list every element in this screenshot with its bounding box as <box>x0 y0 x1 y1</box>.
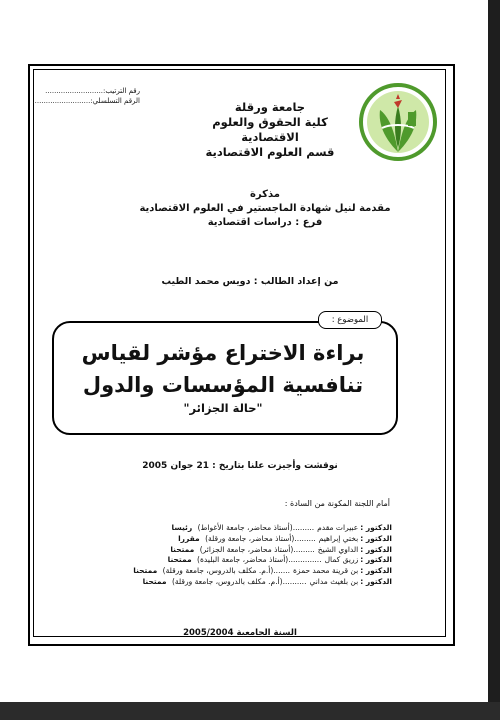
subject-case: "حالة الجزائر" <box>183 401 263 415</box>
subject-tag: الموضوع : <box>318 311 382 329</box>
defense-date: نوقشت وأجيزت علنا بتاريخ : 21 جوان 2005 <box>142 461 338 471</box>
committee-member: الدكتور : الداوي الشيخ ......... (أستاذ محاضر، جامعة الجزائر) ممتحنا <box>170 544 392 554</box>
department-name: قسم العلوم الاقتصادية <box>205 145 335 159</box>
viewer-bottom-edge <box>0 702 500 720</box>
university-name: جامعة ورقلة <box>234 100 306 114</box>
faculty-name: كلية الحقوق والعلوم الاقتصادية <box>212 115 328 144</box>
thesis-purpose: مقدمة لنيل شهادة الماجستير في العلوم الاقتصادية <box>139 203 391 214</box>
institution-block <box>190 100 350 160</box>
academic-year: السنة الجامعية 2005/2004 <box>183 628 297 638</box>
university-emblem-icon <box>358 82 438 162</box>
serial-number-label: الرقم التسلسلي:.......................... <box>32 97 140 105</box>
committee-member: الدكتور : بختي إبراهيم ......... (أستاذ محاضر، جامعة ورقلة) مقررا <box>178 533 392 543</box>
committee-member: الدكتور : عبيرات مقدم ......... (أستاذ محاضر، جامعة الأغواط) رئيسا <box>171 523 392 532</box>
committee-member: الدكتور : بن قرينة محمد حمزة ....... (أ.م. مكلف بالدروس، جامعة ورقلة) ممتحنا <box>133 566 392 576</box>
serial-block <box>32 86 140 106</box>
committee-member: الدكتور : بن بلغيث مداني .......... (أ.م. مكلف بالدروس، جامعة ورقلة) ممتحنا <box>142 576 392 586</box>
committee-title: أمام اللجنة المكونة من السادة : <box>284 499 390 508</box>
thesis-type: مذكرة <box>250 189 280 200</box>
subject-title-line1: براءة الاختراع مؤشر لقياس <box>81 341 365 365</box>
student-name: من إعداد الطالب : دويس محمد الطيب <box>161 276 339 287</box>
order-number-label: رقم الترتيب:.......................... <box>45 87 140 95</box>
viewer-scrollbar-edge <box>488 0 500 702</box>
subject-title-line2: تنافسية المؤسسات والدول <box>82 373 364 397</box>
committee-member: الدكتور : زريق كمال .............. (أستاذ محاضر، جامعة البليدة) ممتحنا <box>167 555 392 565</box>
committee-list <box>60 523 392 588</box>
thesis-branch: فرع : دراسات اقتصادية <box>207 217 323 228</box>
